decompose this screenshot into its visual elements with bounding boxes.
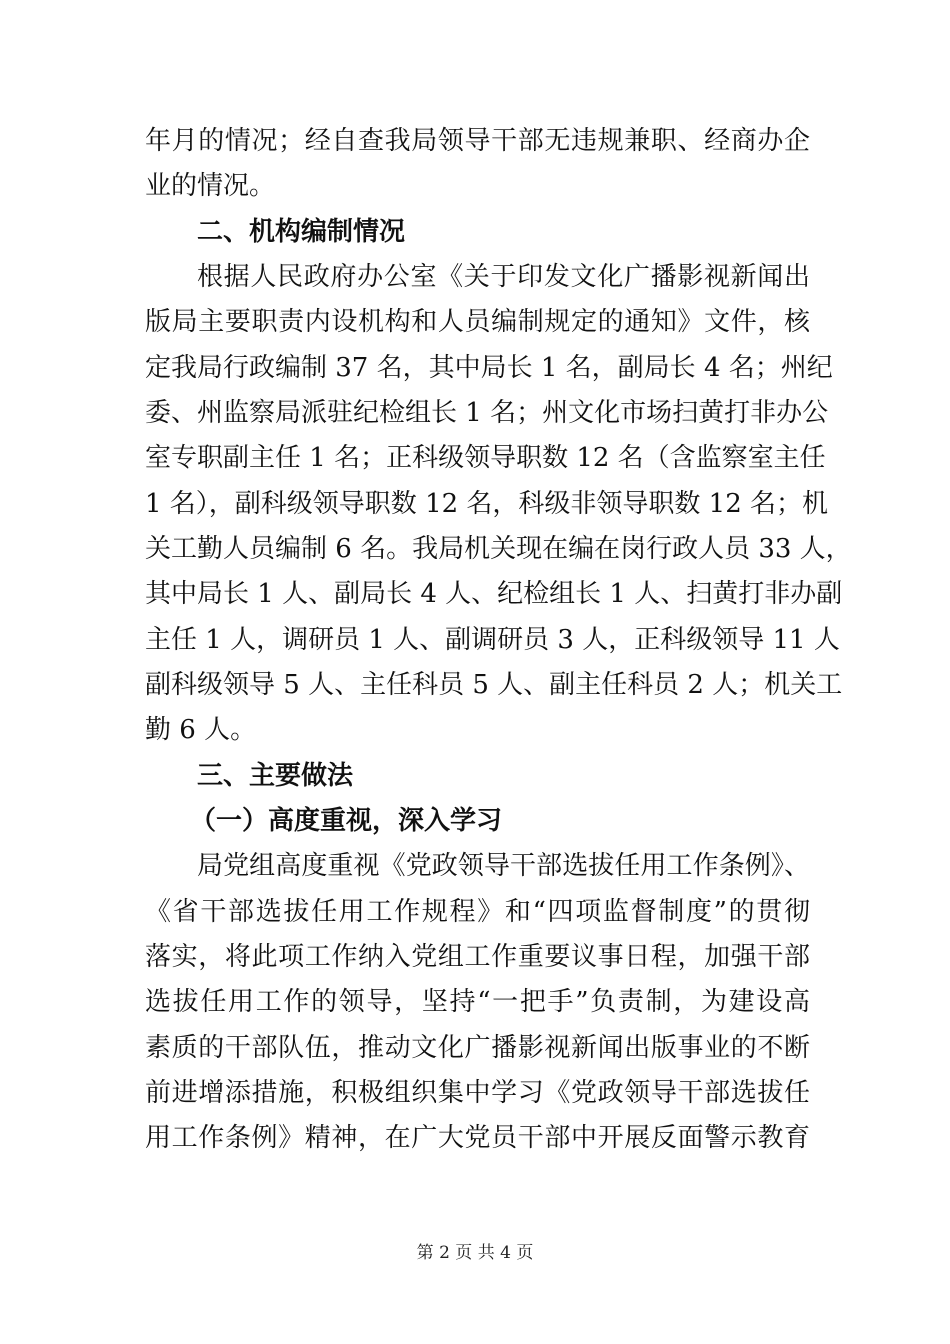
body-line: 定我局行政编制 37 名，其中局长 1 名，副局长 4 名；州纪 (145, 353, 833, 383)
body-line: 年月的情况；经自查我局领导干部无违规兼职、经商办企 (145, 126, 810, 156)
body-line: 副科级领导 5 人、主任科员 5 人、副主任科员 2 人；机关工 (145, 670, 843, 700)
body-line: 前进增添措施，积极组织集中学习《党政领导干部选拔任 (145, 1078, 810, 1108)
body-line: 选拔任用工作的领导，坚持“一把手”负责制，为建设高 (145, 987, 810, 1017)
body-line: 其中局长 1 人、副局长 4 人、纪检组长 1 人、扫黄打非办副 (145, 579, 843, 609)
body-line: 业的情况。 (145, 171, 276, 201)
body-line: 主任 1 人，调研员 1 人、副调研员 3 人，正科级领导 11 人 (145, 625, 840, 655)
body-line: 委、州监察局派驻纪检组长 1 名；州文化市场扫黄打非办公 (145, 398, 829, 428)
section-heading-3: 三、主要做法 (197, 761, 354, 791)
body-line: 勤 6 人。 (145, 715, 257, 745)
body-line: 局党组高度重视《党政领导干部选拔任用工作条例》、 (197, 851, 810, 881)
body-line: 根据人民政府办公室《关于印发文化广播影视新闻出 (197, 262, 810, 292)
body-line: 室专职副主任 1 名；正科级领导职数 12 名（含监察室主任 (145, 443, 826, 473)
subsection-heading-1: （一）高度重视，深入学习 (190, 806, 503, 836)
page-footer: 第 2 页 共 4 页 (416, 1243, 534, 1263)
body-line: 版局主要职责内设机构和人员编制规定的通知》文件，核 (145, 307, 810, 337)
body-line: 《省干部选拔任用工作规程》和“四项监督制度”的贯彻 (145, 897, 810, 927)
body-line: 素质的干部队伍，推动文化广播影视新闻出版事业的不断 (145, 1033, 810, 1063)
body-line: 落实，将此项工作纳入党组工作重要议事日程，加强干部 (145, 942, 810, 972)
body-line: 用工作条例》精神，在广大党员干部中开展反面警示教育 (145, 1123, 810, 1153)
body-line: 1 名），副科级领导职数 12 名，科级非领导职数 12 名；机 (145, 489, 829, 519)
body-line: 关工勤人员编制 6 名。我局机关现在编在岗行政人员 33 人， (145, 534, 852, 564)
section-heading-2: 二、机构编制情况 (197, 217, 406, 247)
